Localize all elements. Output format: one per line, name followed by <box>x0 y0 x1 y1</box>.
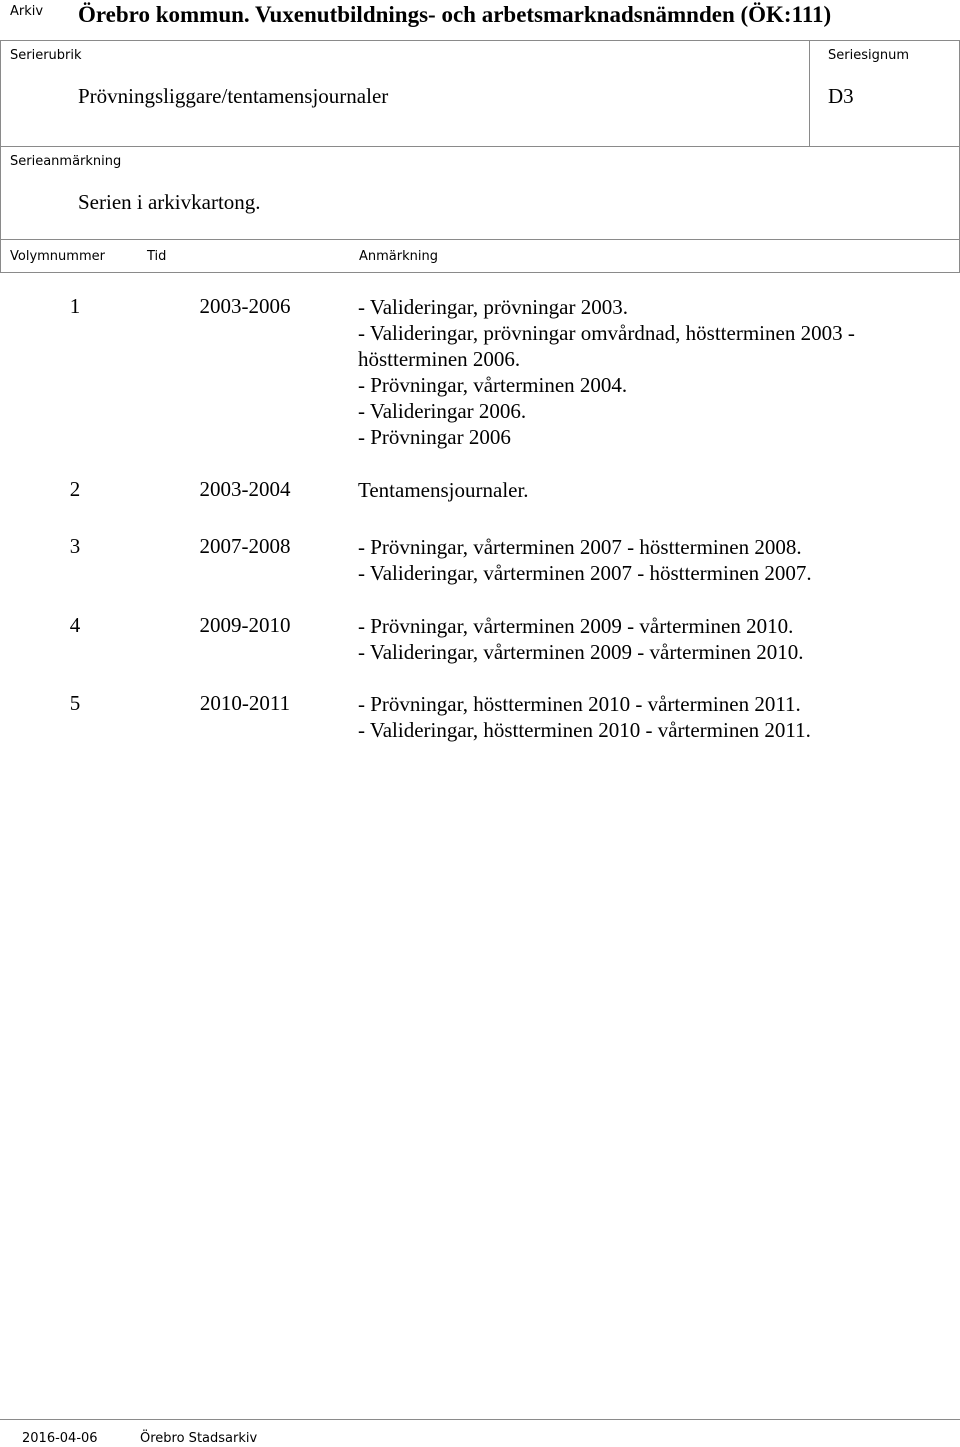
serieanmarkning-label: Serieanmärkning <box>10 154 122 169</box>
list-item: - Valideringar, höstterminen 2010 - vårterminen 2011. <box>358 718 811 742</box>
row-4-tid: 2009-2010 <box>199 613 291 637</box>
list-item: - Prövningar, vårterminen 2004. <box>358 373 628 397</box>
footer-date: 2016-04-06 <box>22 1431 98 1446</box>
row-1-number: 1 <box>69 294 81 318</box>
list-item: Tentamensjournaler. <box>358 478 529 502</box>
row-3-tid: 2007-2008 <box>199 534 291 558</box>
serierubrik-value: Prövningsliggare/tentamensjournaler <box>78 84 389 108</box>
column-header-volym: Volymnummer <box>10 249 105 264</box>
divider-header <box>0 40 960 41</box>
list-item: - Prövningar, vårterminen 2007 - höstterminen 2008. <box>358 535 802 559</box>
row-3-number: 3 <box>69 534 81 558</box>
footer-organization: Örebro Stadsarkiv <box>140 1431 258 1446</box>
arkiv-label: Arkiv <box>10 4 44 19</box>
list-item: - Valideringar, prövningar omvårdnad, höstterminen 2003 - höstterminen 2006. <box>358 321 855 371</box>
list-item: - Valideringar, vårterminen 2009 - vårterminen 2010. <box>358 640 804 664</box>
row-5-tid: 2010-2011 <box>199 691 291 715</box>
row-1-tid: 2003-2006 <box>199 294 291 318</box>
row-2-tid: 2003-2004 <box>199 477 291 501</box>
row-2-anmarkning <box>358 477 948 503</box>
row-4-number: 4 <box>69 613 81 637</box>
organization-title: Örebro kommun. Vuxenutbildnings- och arbetsmarknadsnämnden (ÖK:111) <box>78 2 832 27</box>
row-3-anmarkning <box>358 534 948 586</box>
column-header-tid: Tid <box>147 249 167 264</box>
seriesignum-value: D3 <box>828 84 854 108</box>
list-item: - Prövningar, höstterminen 2010 - vårterminen 2011. <box>358 692 801 716</box>
list-item: - Valideringar, prövningar 2003. <box>358 295 628 319</box>
divider-signum <box>809 40 810 146</box>
list-item: - Valideringar, vårterminen 2007 - höstterminen 2007. <box>358 561 812 585</box>
row-1-anmarkning <box>358 294 918 450</box>
divider-left <box>0 40 1 272</box>
serieanmarkning-value: Serien i arkivkartong. <box>78 190 261 214</box>
serierubrik-label: Serierubrik <box>10 48 82 63</box>
divider-anmarkning <box>0 239 960 240</box>
list-item: - Valideringar 2006. <box>358 399 527 423</box>
column-header-anmarkning: Anmärkning <box>359 249 438 264</box>
divider-footer <box>0 1419 960 1420</box>
row-5-anmarkning <box>358 691 948 743</box>
seriesignum-label: Seriesignum <box>828 48 909 63</box>
row-4-anmarkning <box>358 613 948 665</box>
list-item: - Prövningar, vårterminen 2009 - vårterminen 2010. <box>358 614 794 638</box>
row-5-number: 5 <box>69 691 81 715</box>
divider-columns <box>0 272 960 273</box>
row-2-number: 2 <box>69 477 81 501</box>
divider-rubrik <box>0 146 960 147</box>
list-item: - Prövningar 2006 <box>358 425 511 449</box>
